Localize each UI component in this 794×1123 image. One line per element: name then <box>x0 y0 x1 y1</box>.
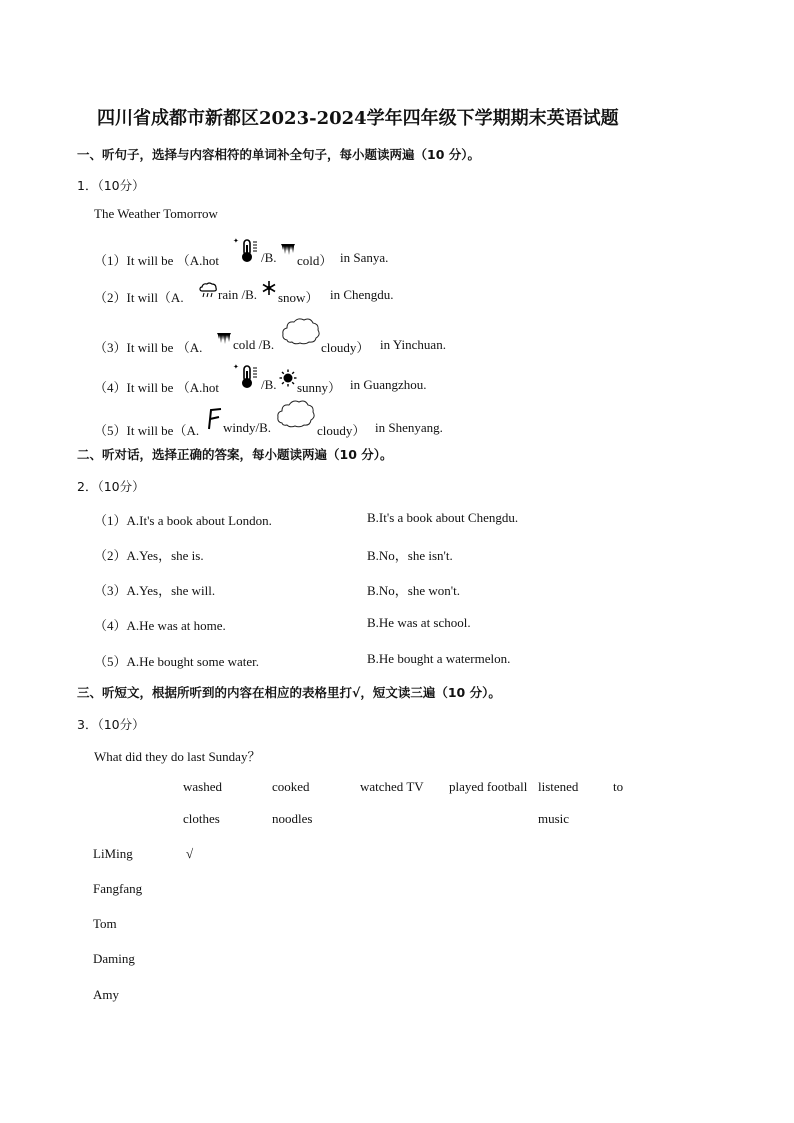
item-option-b: sunny） <box>297 380 342 395</box>
item-number: （1） <box>94 253 127 268</box>
item-tail: in Sanya. <box>340 250 389 265</box>
section-2-heading: 二、听对话，选择正确的答案，每小题读两遍（10 分）。 <box>77 447 393 462</box>
item-option-b: cold） <box>297 253 333 268</box>
thermometer-icon <box>233 362 261 390</box>
item-text: It will be （A.hot <box>126 380 219 395</box>
table-header: to <box>613 779 624 794</box>
item-text: It will be （A. <box>126 340 203 355</box>
icicles-icon <box>280 242 296 258</box>
item-option-b: cloudy） <box>321 340 370 355</box>
item-number: （2） <box>94 290 127 305</box>
item-sep: /B. <box>261 377 277 392</box>
item-tail: in Chengdu. <box>330 287 394 302</box>
item-number: （4） <box>94 380 127 395</box>
item-number: （3） <box>94 340 127 355</box>
q2-item-5-option-b: B.He bought a watermelon. <box>367 651 511 666</box>
q2-item-4-option-b: B.He was at school. <box>367 615 471 630</box>
check-mark: √ <box>186 846 194 861</box>
q2-item-3-option-a: （3）A.Yes，she will. <box>94 583 216 598</box>
question-1-number: 1．（10分） <box>77 178 145 193</box>
q2-item-3-option-b: B.No，she won't. <box>367 583 460 598</box>
table-header: listened <box>538 779 579 794</box>
q1-item-1 <box>94 250 219 269</box>
question-3-number: 3．（10分） <box>77 717 145 732</box>
wind-icon <box>205 407 223 431</box>
item-text: It will be（A. <box>126 423 200 438</box>
snowflake-icon <box>261 280 277 296</box>
question-3-prompt: What did they do last Sunday？ <box>94 749 261 764</box>
item-option-b: snow） <box>278 290 319 305</box>
table-row-label: Daming <box>93 951 135 966</box>
q2-item-2-option-b: B.No，she isn't. <box>367 548 453 563</box>
item-option-a: rain /B. <box>218 287 257 302</box>
q2-item-4-option-a: （4）A.He was at home. <box>94 618 226 633</box>
q2-item-5-option-a: （5）A.He bought some water. <box>94 654 260 669</box>
icicles-icon <box>216 331 232 347</box>
q2-item-1-option-b: B.It's a book about Chengdu. <box>367 510 519 525</box>
question-2-number: 2．（10分） <box>77 479 145 494</box>
item-option-a: cold /B. <box>233 337 275 352</box>
item-option-a: windy/B. <box>223 420 272 435</box>
page-title: 四川省成都市新都区2023-2024学年四年级下学期期末英语试题 <box>97 108 619 129</box>
table-header: cooked <box>272 779 310 794</box>
item-text: It will（A. <box>126 290 184 305</box>
table-header: watched TV <box>360 779 424 794</box>
table-header: played football <box>449 779 528 794</box>
q2-item-2-option-a: （2）A.Yes，she is. <box>94 548 204 563</box>
table-row-label: LiMing <box>93 846 133 861</box>
q1-item-5 <box>94 420 199 439</box>
item-text: It will be （A.hot <box>126 253 219 268</box>
table-header: music <box>538 811 570 826</box>
q1-item-3 <box>94 337 202 356</box>
section-1-heading: 一、听句子，选择与内容相符的单词补全句子，每小题读两遍（10 分）。 <box>77 147 480 162</box>
q2-item-1-option-a: （1）A.It's a book about London. <box>94 513 272 528</box>
sun-icon <box>279 369 297 387</box>
table-header: washed <box>183 779 222 794</box>
item-tail: in Yinchuan. <box>380 337 446 352</box>
cloud-icon <box>276 397 316 429</box>
svg-text:✦: ✦ <box>233 363 239 371</box>
item-option-b: cloudy） <box>317 423 366 438</box>
item-number: （5） <box>94 423 127 438</box>
table-row-label: Tom <box>93 916 117 931</box>
thermometer-icon <box>233 236 261 264</box>
section-3-heading: 三、听短文，根据所听到的内容在相应的表格里打√，短文读三遍（10 分）。 <box>77 685 501 700</box>
item-tail: in Guangzhou. <box>350 377 427 392</box>
question-1-subtitle: The Weather Tomorrow <box>94 206 218 221</box>
table-header: clothes <box>183 811 220 826</box>
cloud-icon <box>281 316 321 346</box>
rain-cloud-icon <box>199 282 218 299</box>
q1-item-4 <box>94 377 219 396</box>
item-sep: /B. <box>261 250 277 265</box>
item-tail: in Shenyang. <box>375 420 443 435</box>
q1-item-2 <box>94 287 184 306</box>
table-row-label: Fangfang <box>93 881 143 896</box>
table-header: noodles <box>272 811 313 826</box>
svg-text:✦: ✦ <box>233 237 239 245</box>
table-row-label: Amy <box>93 987 119 1002</box>
